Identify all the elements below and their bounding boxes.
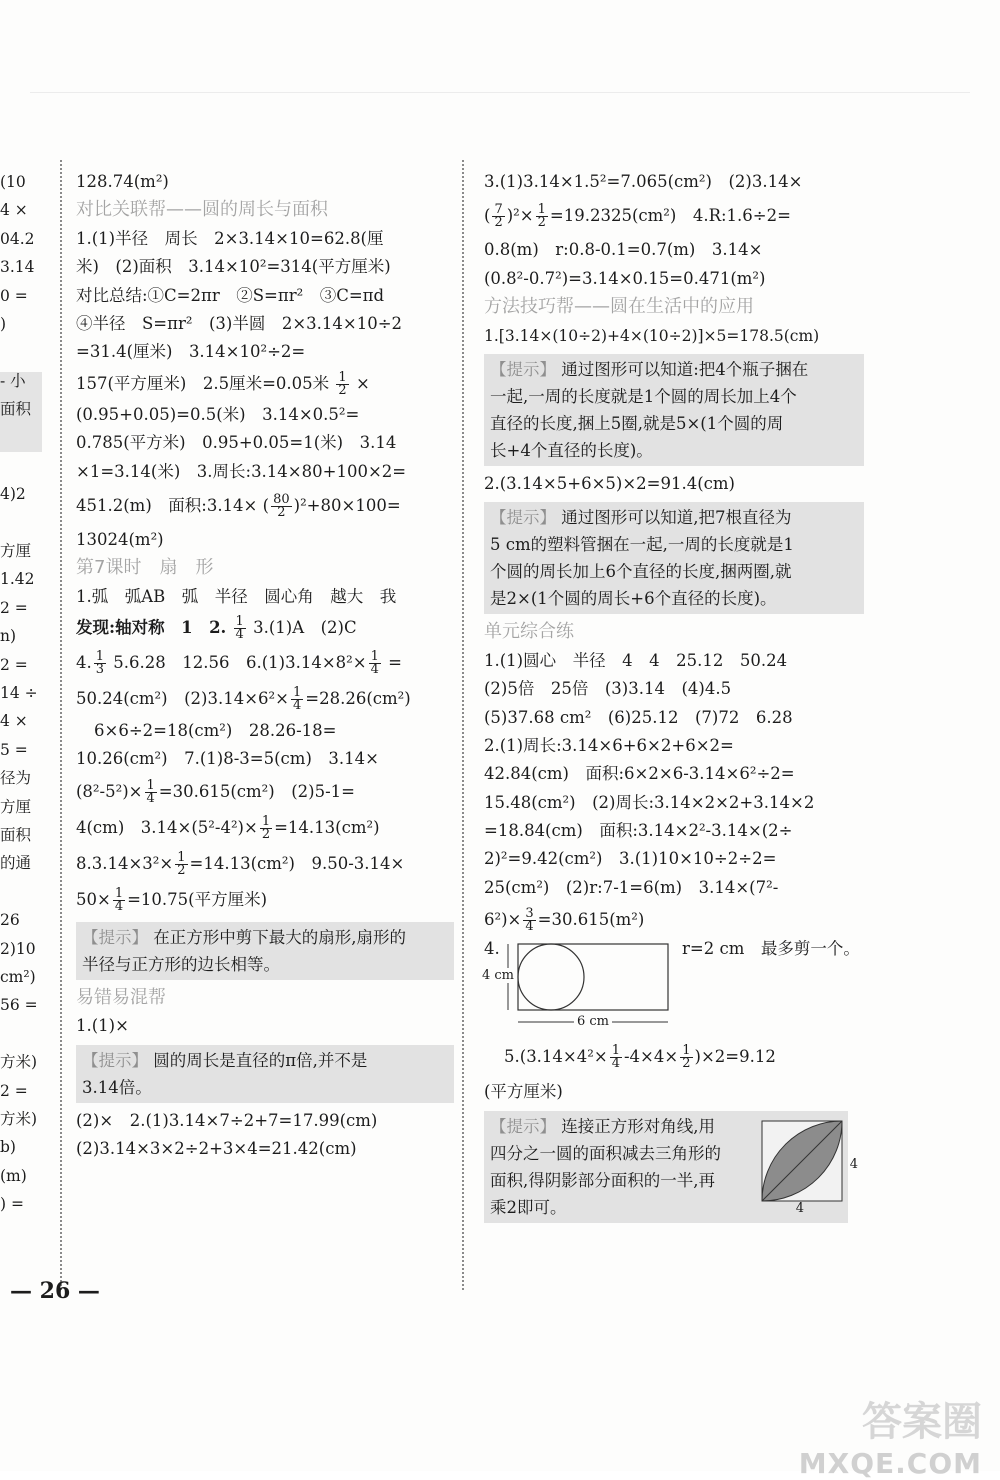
figure-caption: r=2 cm 最多剪一个。 bbox=[682, 939, 860, 959]
section-heading: 第7课时 扇 形 bbox=[76, 557, 214, 579]
figure-side-label: 4 bbox=[849, 1156, 858, 1172]
fraction: $\frac{1}{2}$ bbox=[537, 202, 546, 231]
fraction: $\frac{1}{2}$ bbox=[338, 369, 347, 398]
fraction: $\frac{1}{4}$ bbox=[146, 777, 155, 806]
text-line: (5)37.68 cm² (6)25.12 (7)72 6.28 bbox=[484, 707, 793, 727]
text-line: 2.(3.14×5+6×5)×2=91.4(cm) bbox=[484, 473, 735, 493]
text-span: =14.13(cm²) 9.50-3.14× bbox=[189, 853, 405, 873]
hint-box bbox=[484, 1111, 858, 1223]
text-span: 4. bbox=[484, 939, 500, 959]
left-strip-line: 方厘 bbox=[0, 542, 32, 561]
text-span: 发现:轴对称 1 2. bbox=[76, 618, 227, 638]
left-strip-line: 4)2 bbox=[0, 485, 26, 504]
text-line: 0.8(m) r:0.8-0.1=0.7(m) 3.14× bbox=[484, 240, 763, 260]
text-line bbox=[76, 846, 454, 882]
fraction: $\frac{1}{4}$ bbox=[611, 1043, 620, 1072]
text-line: 13024(m²) bbox=[76, 529, 164, 549]
figure-bottom-label: 4 bbox=[795, 1200, 804, 1216]
fraction: $\frac{1}{2}$ bbox=[682, 1043, 691, 1072]
left-strip-line: 0 = bbox=[0, 286, 28, 305]
text-line: 对比总结:①C=2πr ②S=πr² ③C=πd bbox=[76, 285, 385, 305]
figure-circle-in-rectangle bbox=[484, 938, 864, 1036]
text-line: 1.弧 弧AB 弧 半径 圆心角 越大 我 bbox=[76, 586, 397, 606]
text-line: (平方厘米) bbox=[484, 1082, 563, 1102]
left-strip-line: 04.2 bbox=[0, 229, 35, 248]
hint-tag: 【提示】 bbox=[82, 1050, 148, 1070]
fraction: $\frac{1}{4}$ bbox=[114, 885, 124, 914]
left-strip-line: 1.42 bbox=[0, 570, 35, 589]
text-line: (2)× 2.(1)3.14×7÷2+7=17.99(cm) bbox=[76, 1110, 378, 1130]
left-strip-line: 4 × bbox=[0, 201, 28, 220]
text-line bbox=[76, 882, 454, 918]
text-line: 5.(3.14×4²× $\frac{1}{4}$ -4×4× $\frac{1}{2}$ )×2=9.12 bbox=[504, 1043, 776, 1072]
left-strip-line: b) bbox=[0, 1138, 16, 1157]
left-strip-line: n) bbox=[0, 627, 17, 646]
fraction: $\frac{1}{4}$ bbox=[370, 649, 379, 678]
left-strip-line: 56 = bbox=[0, 996, 38, 1015]
left-strip-line: cm²) bbox=[0, 967, 36, 986]
watermark-url: MXQE.COM bbox=[798, 1447, 982, 1480]
hint-box bbox=[484, 354, 864, 466]
text-line: 0.785(平方米) 0.95+0.05=1(米) 3.14 bbox=[76, 433, 397, 453]
left-strip-line bbox=[0, 878, 48, 906]
text-span: 3.(1)A (2)C bbox=[253, 618, 357, 638]
text-span: =30.615(m²) bbox=[537, 910, 645, 930]
hint-line: 是2×(1个圆的周长+6个直径的长度)。 bbox=[490, 589, 777, 609]
column-divider-left bbox=[60, 160, 62, 1290]
fraction: $\frac{1}{2}$ bbox=[261, 813, 271, 842]
text-span: 5.6.28 12.56 6.(1)3.14×8²× bbox=[113, 653, 367, 673]
text-line: (2)5倍 25倍 (3)3.14 (4)4.5 bbox=[484, 679, 732, 699]
page-number: — 26 — bbox=[10, 1278, 100, 1304]
hint-tag: 【提示】 bbox=[490, 1116, 556, 1136]
fraction: $\frac{80}{2}$ bbox=[273, 491, 290, 520]
left-strip-line: 5 = bbox=[0, 740, 28, 759]
left-strip-line bbox=[0, 1020, 48, 1048]
left-strip-line: 26 bbox=[0, 911, 20, 930]
hint-tag: 【提示】 bbox=[82, 927, 148, 947]
figure-label-height: 4 cm bbox=[482, 968, 515, 984]
text-line: (0.95+0.05)=0.5(米) 3.14×0.5²= bbox=[76, 404, 360, 424]
text-line: ( $\frac{7}{2}$ )²× $\frac{1}{2}$ =19.2325(cm²) 4.R:1.6÷2= bbox=[484, 202, 791, 231]
text-span: 通过图形可以知道,把7根直径为 bbox=[561, 508, 792, 528]
left-strip-line: 2)10 bbox=[0, 939, 36, 958]
hint-tag: 【提示】 bbox=[490, 359, 556, 379]
text-line: 1.(1)半径 周长 2×3.14×10=62.8(厘 bbox=[76, 228, 384, 248]
left-strip-line: 方米) bbox=[0, 1109, 38, 1128]
hint-line bbox=[82, 1047, 448, 1074]
left-strip-line: 3.14 bbox=[0, 258, 35, 277]
left-strip-line: ) bbox=[0, 314, 7, 333]
left-strip-line bbox=[0, 509, 48, 537]
column-divider-right bbox=[462, 160, 464, 1290]
hint-line: 5 cm的塑料管捆在一起,一周的长度就是1 bbox=[490, 535, 794, 555]
text-line: 15.48(cm²) (2)周长:3.14×2×2+3.14×2 bbox=[484, 792, 815, 812]
hint-line: 乘2即可。 bbox=[490, 1197, 567, 1217]
text-line: (0.8²-0.7²)=3.14×0.15=0.471(m²) bbox=[484, 268, 766, 288]
hint-tag: 【提示】 bbox=[490, 508, 556, 528]
answer-column-2 bbox=[484, 168, 864, 1227]
text-line: 1.[3.14×(10÷2)+4×(10÷2)]×5=178.5(cm) bbox=[484, 326, 820, 345]
hint-line bbox=[490, 504, 858, 531]
text-span: =14.13(cm²) bbox=[274, 817, 380, 837]
text-line bbox=[76, 774, 454, 810]
hint-box bbox=[76, 1045, 454, 1103]
text-span: =19.2325(cm²) 4.R:1.6÷2= bbox=[549, 206, 791, 226]
text-span: 3.14×4²× bbox=[526, 1047, 608, 1067]
text-line: 451.2(m) 面积:3.14× ( $\frac{80}{2}$ )²+80×100= bbox=[76, 491, 401, 520]
answer-column-1 bbox=[76, 168, 454, 1163]
text-span: 5. bbox=[504, 1047, 520, 1067]
hint-line: 一起,一周的长度就是1个圆的周长加上4个 bbox=[490, 386, 797, 406]
figure-label-width: 6 cm bbox=[574, 1014, 612, 1029]
hint-line: 3.14倍。 bbox=[82, 1077, 152, 1097]
fraction: $\frac{3}{4}$ bbox=[525, 906, 534, 935]
text-line: 25(cm²) (2)r:7-1=6(m) 3.14×(7²- bbox=[484, 877, 779, 897]
text-span: 157(平方厘米) 2.5厘米=0.05米 bbox=[76, 373, 330, 393]
text-line: 1.(1)圆心 半径 4 4 25.12 50.24 bbox=[484, 650, 788, 670]
text-span: 4. bbox=[76, 653, 92, 673]
text-line bbox=[76, 611, 454, 645]
text-line: 1.(1)× bbox=[76, 1016, 129, 1036]
text-span: 50.24(cm²) (2)3.14×6²× bbox=[76, 689, 289, 709]
text-span: 连接正方形对角线,用 bbox=[561, 1116, 715, 1136]
hint-line: 个圆的周长加上6个直径的长度,捆两圈,就 bbox=[490, 562, 792, 582]
section-heading: 对比关联帮——圆的周长与面积 bbox=[76, 199, 328, 221]
text-line bbox=[484, 902, 864, 938]
left-strip-line: - 小 bbox=[0, 371, 26, 390]
left-strip-line bbox=[0, 452, 48, 480]
fraction: $\frac{1}{2}$ bbox=[177, 849, 186, 878]
left-strip-line bbox=[0, 424, 48, 452]
text-line: 157(平方厘米) 2.5厘米=0.05米 $\frac{1}{2}$ × bbox=[76, 369, 370, 398]
watermark-brand: 答案圈 bbox=[862, 1399, 982, 1445]
text-span: 50× bbox=[76, 889, 111, 909]
left-strip-line: (10 bbox=[0, 173, 26, 191]
hint-line: 长+4个直径的长度)。 bbox=[490, 440, 653, 460]
hint-line: 半径与正方形的边长相等。 bbox=[82, 954, 280, 974]
text-span: =30.615(cm²) (2)5-1= bbox=[158, 781, 355, 801]
text-span: =10.75(平方厘米) bbox=[127, 889, 268, 909]
left-strip-line: 4 × bbox=[0, 712, 28, 731]
left-strip-line: 2 = bbox=[0, 1081, 28, 1100]
text-span: 在正方形中剪下最大的扇形,扇形的 bbox=[153, 927, 406, 947]
hint-line bbox=[490, 356, 858, 383]
left-strip-line: 面积 bbox=[0, 400, 32, 419]
text-line: ×1=3.14(米) 3.周长:3.14×80+100×2= bbox=[76, 461, 407, 481]
section-heading: 易错易混帮 bbox=[76, 986, 166, 1008]
text-line: 米) (2)面积 3.14×10²=314(平方厘米) bbox=[76, 257, 391, 277]
text-line: 4. $\frac{1}{3}$ 5.6.28 12.56 6.(1)3.14×8²× $\frac{1}{4}$ = bbox=[76, 649, 402, 678]
text-line: 10.26(cm²) 7.(1)8-3=5(cm) 3.14× bbox=[76, 749, 379, 769]
text-line: 42.84(cm) 面积:6×2×6-3.14×6²÷2= bbox=[484, 764, 795, 784]
text-line: 2)²=9.42(cm²) 3.(1)10×10÷2÷2= bbox=[484, 849, 777, 869]
left-strip-line: 径为 bbox=[0, 769, 32, 788]
hint-line: 面积,得阴影部分面积的一半,再 bbox=[490, 1170, 715, 1190]
hint-box bbox=[484, 502, 864, 614]
left-strip-line: 的通 bbox=[0, 854, 32, 873]
text-span: 圆的周长是直径的π倍,并不是 bbox=[153, 1050, 368, 1070]
left-strip-line bbox=[0, 338, 48, 366]
text-span: × bbox=[519, 206, 534, 226]
leaf-shape-diagram bbox=[758, 1117, 852, 1215]
section-heading: 方法技巧帮——圆在生活中的应用 bbox=[484, 296, 754, 318]
top-rule bbox=[30, 92, 970, 93]
hint-line bbox=[82, 924, 448, 951]
left-strip-line: ) = bbox=[0, 1195, 24, 1214]
hint-box bbox=[76, 922, 454, 980]
hint-line: 四分之一圆的面积减去三角形的 bbox=[490, 1143, 721, 1163]
text-span: ×2=9.12 bbox=[700, 1047, 776, 1067]
left-strip-line: (m) bbox=[0, 1166, 27, 1185]
left-strip-line: 2 = bbox=[0, 655, 28, 674]
text-line: =18.84(cm) 面积:3.14×2²-3.14×(2÷ bbox=[484, 821, 793, 841]
fraction: $\frac{1}{4}$ bbox=[293, 685, 302, 714]
text-span: ²+80×100= bbox=[300, 495, 401, 515]
section-heading: 单元综合练 bbox=[484, 621, 574, 643]
left-strip bbox=[0, 168, 48, 1218]
left-strip-line: 面积 bbox=[0, 825, 32, 844]
fraction: $\frac{1}{3}$ bbox=[95, 649, 105, 678]
text-line: 3.(1)3.14×1.5²=7.065(cm²) (2)3.14× bbox=[484, 172, 803, 191]
fraction: $\frac{7}{2}$ bbox=[494, 202, 503, 231]
text-line: ④半径 S=πr² (3)半圆 2×3.14×10÷2 bbox=[76, 313, 403, 333]
text-span: 8.3.14×3²× bbox=[76, 853, 174, 873]
text-span: 通过图形可以知道:把4个瓶子捆在 bbox=[561, 359, 809, 379]
watermark bbox=[722, 1390, 982, 1480]
text-span: 451.2(m) 面积:3.14× bbox=[76, 495, 258, 515]
text-line: (2)3.14×3×2÷2+3×4=21.42(cm) bbox=[76, 1139, 357, 1159]
text-line: 128.74(m²) bbox=[76, 172, 169, 191]
text-span: 4(cm) 3.14×(5²-4²)× bbox=[76, 817, 258, 837]
text-line: =31.4(厘米) 3.14×10²÷2= bbox=[76, 342, 306, 362]
text-line bbox=[76, 681, 454, 717]
fraction: $\frac{1}{4}$ bbox=[235, 614, 244, 643]
hint-line: 直径的长度,捆上5圈,就是5×(1个圆的周 bbox=[490, 413, 784, 433]
left-strip-line: 方厘 bbox=[0, 797, 32, 816]
text-line: 6×6÷2=18(cm²) 28.26-18= bbox=[94, 721, 337, 741]
left-strip-line: 2 = bbox=[0, 598, 28, 617]
text-line: 2.(1)周长:3.14×6+6×2+6×2= bbox=[484, 735, 734, 755]
text-span: 6²)× bbox=[484, 910, 522, 930]
left-strip-line: 14 ÷ bbox=[0, 684, 38, 703]
left-strip-line: 方米) bbox=[0, 1053, 38, 1072]
text-span: -4×4× bbox=[623, 1047, 679, 1067]
text-span: (8²-5²)× bbox=[76, 781, 143, 801]
text-span: =28.26(cm²) bbox=[305, 689, 411, 709]
text-line bbox=[76, 810, 454, 846]
